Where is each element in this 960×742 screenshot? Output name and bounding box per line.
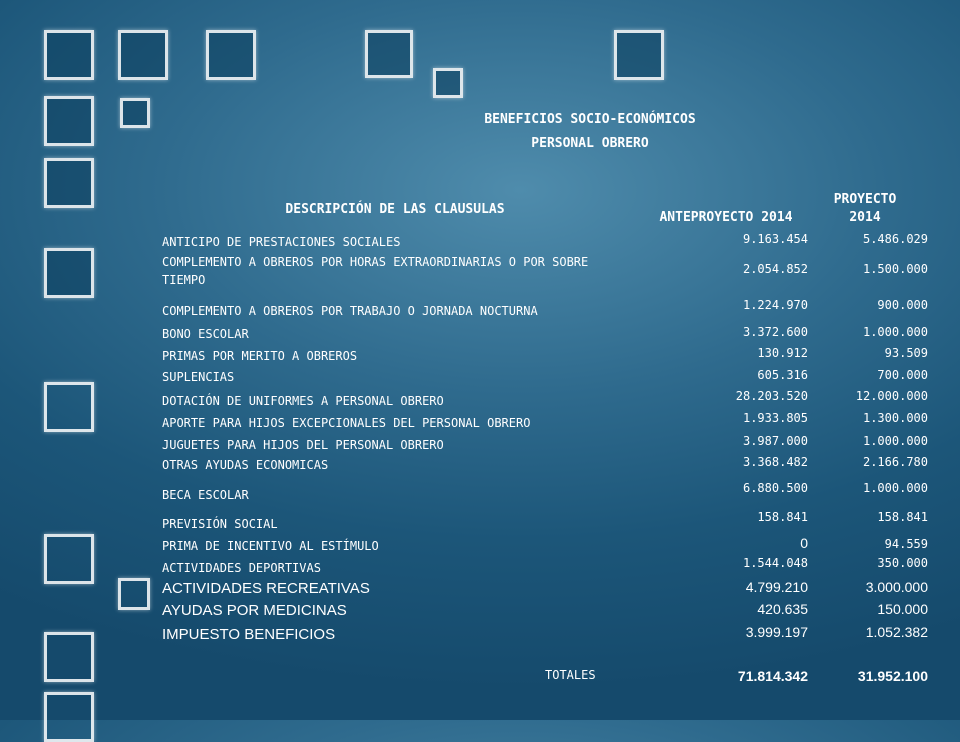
row-proyecto-value: 93.509 bbox=[884, 346, 928, 360]
column-header-anteproyecto: ANTEPROYECTO 2014 bbox=[659, 210, 793, 225]
row-anteproyecto-value: 420.635 bbox=[757, 601, 808, 617]
row-anteproyecto-value: 605.316 bbox=[757, 368, 808, 382]
row-anteproyecto-value: 9.163.454 bbox=[742, 232, 808, 246]
decorative-square bbox=[206, 30, 256, 80]
row-anteproyecto-value: 3.368.482 bbox=[742, 455, 808, 469]
decorative-square bbox=[433, 68, 463, 98]
row-description: BONO ESCOLAR bbox=[162, 327, 249, 341]
decorative-square bbox=[365, 30, 413, 78]
page-title: BENEFICIOS SOCIO-ECONÓMICOS bbox=[484, 112, 696, 127]
row-description: JUGUETES PARA HIJOS DEL PERSONAL OBRERO bbox=[162, 438, 444, 452]
totals-label: TOTALES bbox=[545, 668, 596, 682]
row-description: ACTIVIDADES RECREATIVAS bbox=[162, 580, 370, 597]
row-description: COMPLEMENTO A OBREROS POR TRABAJO O JORNADA NOCTURNA bbox=[162, 304, 538, 318]
row-proyecto-value: 1.300.000 bbox=[862, 411, 928, 425]
row-proyecto-value: 1.000.000 bbox=[862, 481, 928, 495]
row-anteproyecto-value: 6.880.500 bbox=[742, 481, 808, 495]
row-description: SUPLENCIAS bbox=[162, 370, 235, 384]
decorative-square bbox=[44, 632, 94, 682]
row-proyecto-value: 350.000 bbox=[877, 556, 928, 570]
decorative-square bbox=[44, 30, 94, 80]
row-description: COMPLEMENTO A OBREROS POR HORAS EXTRAORDINARIAS O POR SOBRE TIEMPO bbox=[162, 255, 589, 287]
row-proyecto-value: 1.000.000 bbox=[862, 325, 928, 339]
row-anteproyecto-value: 1.224.970 bbox=[742, 298, 808, 312]
row-proyecto-value: 900.000 bbox=[877, 298, 928, 312]
totals-anteproyecto: 71.814.342 bbox=[737, 668, 808, 684]
row-proyecto-value: 700.000 bbox=[877, 368, 928, 382]
decorative-square bbox=[120, 98, 150, 128]
row-description: BECA ESCOLAR bbox=[162, 488, 249, 502]
decorative-square bbox=[44, 248, 94, 298]
decorative-square bbox=[44, 692, 94, 742]
decorative-square bbox=[44, 158, 94, 208]
row-anteproyecto-value: 1.933.805 bbox=[742, 411, 808, 425]
row-anteproyecto-value: 3.987.000 bbox=[742, 434, 808, 448]
row-proyecto-value: 12.000.000 bbox=[855, 389, 928, 403]
decorative-square bbox=[44, 382, 94, 432]
row-description: PRIMA DE INCENTIVO AL ESTÍMULO bbox=[162, 539, 379, 553]
column-header-proyecto-line2: 2014 bbox=[849, 210, 881, 225]
row-anteproyecto-value: 2.054.852 bbox=[742, 262, 808, 276]
decorative-square bbox=[44, 534, 94, 584]
row-proyecto-value: 3.000.000 bbox=[865, 579, 928, 595]
row-description: ACTIVIDADES DEPORTIVAS bbox=[162, 561, 321, 575]
totals-proyecto: 31.952.100 bbox=[857, 668, 928, 684]
row-anteproyecto-value: 158.841 bbox=[757, 510, 808, 524]
row-anteproyecto-value: 3.372.600 bbox=[742, 325, 808, 339]
row-proyecto-value: 158.841 bbox=[877, 510, 928, 524]
row-proyecto-value: 150.000 bbox=[877, 601, 928, 617]
row-anteproyecto-value: 28.203.520 bbox=[735, 389, 808, 403]
row-anteproyecto-value: 130.912 bbox=[757, 346, 808, 360]
row-description: AYUDAS POR MEDICINAS bbox=[162, 602, 347, 619]
row-anteproyecto-value: 1.544.048 bbox=[742, 556, 808, 570]
column-header-description: DESCRIPCIÓN DE LAS CLAUSULAS bbox=[285, 202, 505, 217]
row-proyecto-value: 2.166.780 bbox=[862, 455, 928, 469]
decorative-square bbox=[118, 578, 150, 610]
row-description: OTRAS AYUDAS ECONOMICAS bbox=[162, 458, 329, 472]
decorative-square bbox=[118, 30, 168, 80]
row-anteproyecto-value: 4.799.210 bbox=[745, 579, 808, 595]
row-anteproyecto-value: 3.999.197 bbox=[745, 624, 808, 640]
row-proyecto-value: 5.486.029 bbox=[862, 232, 928, 246]
row-description: DOTACIÓN DE UNIFORMES A PERSONAL OBRERO bbox=[162, 394, 444, 408]
row-proyecto-value: 1.052.382 bbox=[865, 624, 928, 640]
page-subtitle: PERSONAL OBRERO bbox=[531, 136, 649, 151]
decorative-square bbox=[44, 96, 94, 146]
column-header-proyecto-line1: PROYECTO bbox=[833, 192, 897, 207]
row-description: PREVISIÓN SOCIAL bbox=[162, 517, 278, 531]
row-proyecto-value: 94.559 bbox=[884, 537, 928, 551]
row-description: PRIMAS POR MERITO A OBREROS bbox=[162, 349, 358, 363]
row-description: IMPUESTO BENEFICIOS bbox=[162, 626, 336, 643]
row-proyecto-value: 1.500.000 bbox=[862, 262, 928, 276]
decorative-square bbox=[614, 30, 664, 80]
row-description: ANTICIPO DE PRESTACIONES SOCIALES bbox=[162, 235, 401, 249]
row-description: APORTE PARA HIJOS EXCEPCIONALES DEL PERSONAL OBRERO bbox=[162, 416, 531, 430]
row-anteproyecto-value: 0 bbox=[800, 535, 808, 551]
row-proyecto-value: 1.000.000 bbox=[862, 434, 928, 448]
